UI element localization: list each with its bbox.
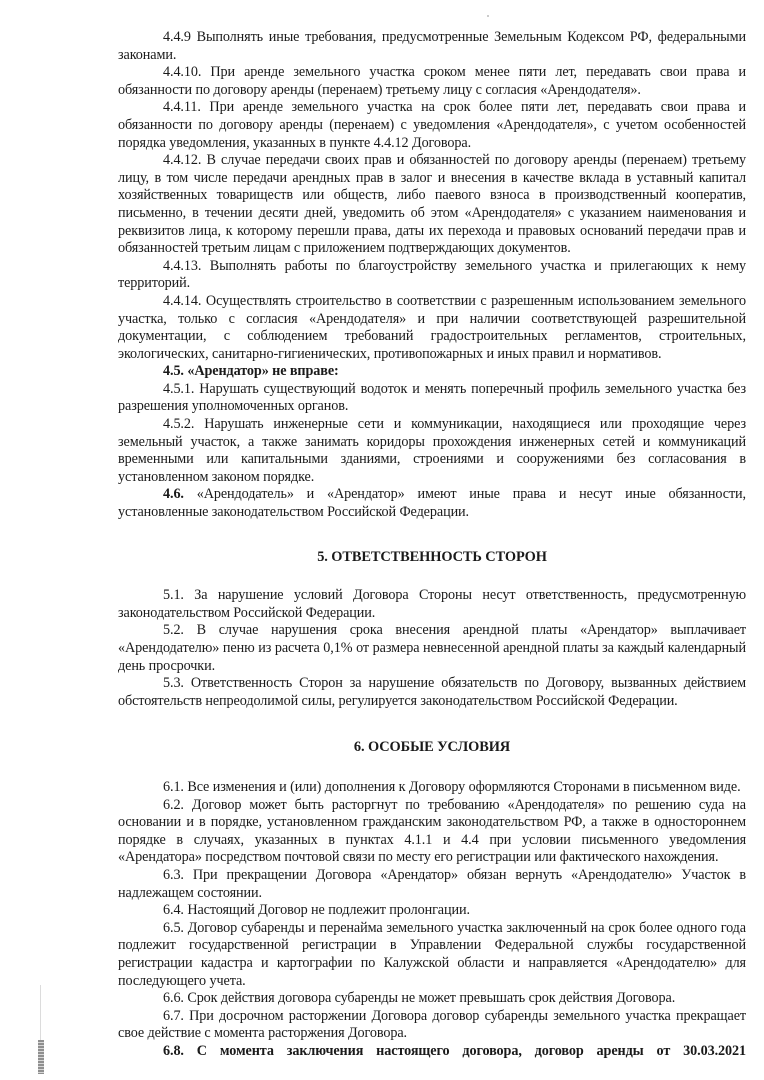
clause-6-2: 6.2. Договор может быть расторгнут по требованию «Арендодателя» по решению суда на основании и в порядке, установленном гражданским законодательством РФ, а также в одностороннем порядке в случаях, указанных в пунктах 4.1.1 и 4.4 при условии письменного уведомления «Арендатора» посредством почтовой связи по месту его регистрации или фактического нахождения. — [118, 796, 746, 866]
clause-4-5-1: 4.5.1. Нарушать существующий водоток и менять поперечный профиль земельного участка без разрешения уполномоченных органов. — [118, 380, 746, 415]
clause-6-5: 6.5. Договор субаренды и перенайма земельного участка заключенный на срок более одного года подлежит государственной регистрации в Управлении Федеральной службы государственной регистрации кадастра и картографии по Калужской области и направляется «Арендодателю» для последующего учета. — [118, 919, 746, 989]
scan-binding-line — [40, 985, 41, 1040]
clause-6-3: 6.3. При прекращении Договора «Арендатор» обязан вернуть «Арендодателю» Участок в надлежащем состоянии. — [118, 866, 746, 901]
clause-4-6-number: 4.6. — [163, 486, 184, 503]
clause-6-7: 6.7. При досрочном расторжении Договора договор субаренды земельного участка прекращает свое действие с момента расторжения Договора. — [118, 1007, 746, 1042]
section-6-heading: 6. ОСОБЫЕ УСЛОВИЯ — [353, 739, 511, 756]
section-5-heading: 5. ОТВЕТСТВЕННОСТЬ СТОРОН — [317, 548, 547, 565]
clause-4-4-12: 4.4.12. В случае передачи своих прав и обязанностей по договору аренды (перенаем) третьему лицу, в том числе передачи арендных прав в залог и внесения в качестве вклада в уставный капитал хозяйственных товариществ или обществ, либо паевого взноса в производственный кооператив, письменно, в течении десяти дней, уведомить об этом «Арендодателя» с указанием наименования и реквизитов лица, к которому перешли права, даты их перехода и правовых оснований передачи прав и обязанностей третьим лицам с приложением подтверждающих документов. — [118, 152, 746, 257]
clause-4-4-11: 4.4.11. При аренде земельного участка на срок более пяти лет, передавать свои права и обязанности по договору аренды (перенаем) с уведомления «Арендодателя», с учетом особенностей порядка уведомления, указанных в пункте 4.4.12 Договора. — [118, 99, 746, 151]
clause-6-8: 6.8. С момента заключения настоящего договора, договор аренды от 30.03.2021 — [163, 1042, 746, 1059]
document-page — [118, 29, 746, 1060]
scan-binding-mark — [38, 1040, 44, 1074]
clause-4-4-9: 4.4.9 Выполнять иные требования, предусмотренные Земельным Кодексом РФ, федеральными законами. — [118, 29, 746, 63]
clause-6-4: 6.4. Настоящий Договор не подлежит пролонгации. — [163, 902, 470, 919]
clause-4-4-10: 4.4.10. При аренде земельного участка сроком менее пяти лет, передавать свои права и обязанности по договору аренды (перенаем) третьему лицу с согласия «Арендодателя». — [118, 64, 746, 98]
clause-6-1: 6.1. Все изменения и (или) дополнения к Договору оформляются Сторонами в письменном виде. — [163, 778, 741, 795]
scan-speck — [487, 15, 489, 17]
clause-4-5-title: 4.5. «Арендатор» не вправе: — [163, 363, 339, 380]
clause-4-5-2: 4.5.2. Нарушать инженерные сети и коммуникации, находящиеся или проходящие через земельный участок, а также занимать коридоры прохождения инженерных сетей и коммуникаций временными или капитальными зданиями, строениями и сооружениями без согласования в установленном законом порядке. — [118, 416, 746, 485]
clause-6-6: 6.6. Срок действия договора субаренды не может превышать срок действия Договора. — [163, 990, 676, 1007]
clause-4-4-13: 4.4.13. Выполнять работы по благоустройству земельного участка и прилегающих к нему территорий. — [118, 257, 746, 292]
clause-5-1: 5.1. За нарушение условий Договора Стороны несут ответственность, предусмотренную законодательством Российской Федерации. — [118, 587, 746, 621]
clause-5-2: 5.2. В случае нарушения срока внесения арендной платы «Арендатор» выплачивает «Арендодателю» пеню из расчета 0,1% от размера невнесенной арендной платы за каждый календарный день просрочки. — [118, 622, 746, 674]
clause-4-6 — [118, 486, 746, 521]
clause-4-6-text: «Арендодатель» и «Арендатор» имеют иные права и несут иные обязанности, установленные законодательством Российской Федерации. — [118, 486, 746, 521]
clause-4-4-14: 4.4.14. Осуществлять строительство в соответствии с разрешенным использованием земельного участка, только с согласия «Арендодателя» и при наличии соответствующей разрешительной документации, с соблюдением требований градостроительных регламентов, строительных, экологических, санитарно-гигиенических, противопожарных и иных правил и нормативов. — [118, 292, 746, 362]
clause-5-3: 5.3. Ответственность Сторон за нарушение обязательств по Договору, вызванных действием обстоятельств непреодолимой силы, регулируется законодательством Российской Федерации. — [118, 675, 746, 709]
